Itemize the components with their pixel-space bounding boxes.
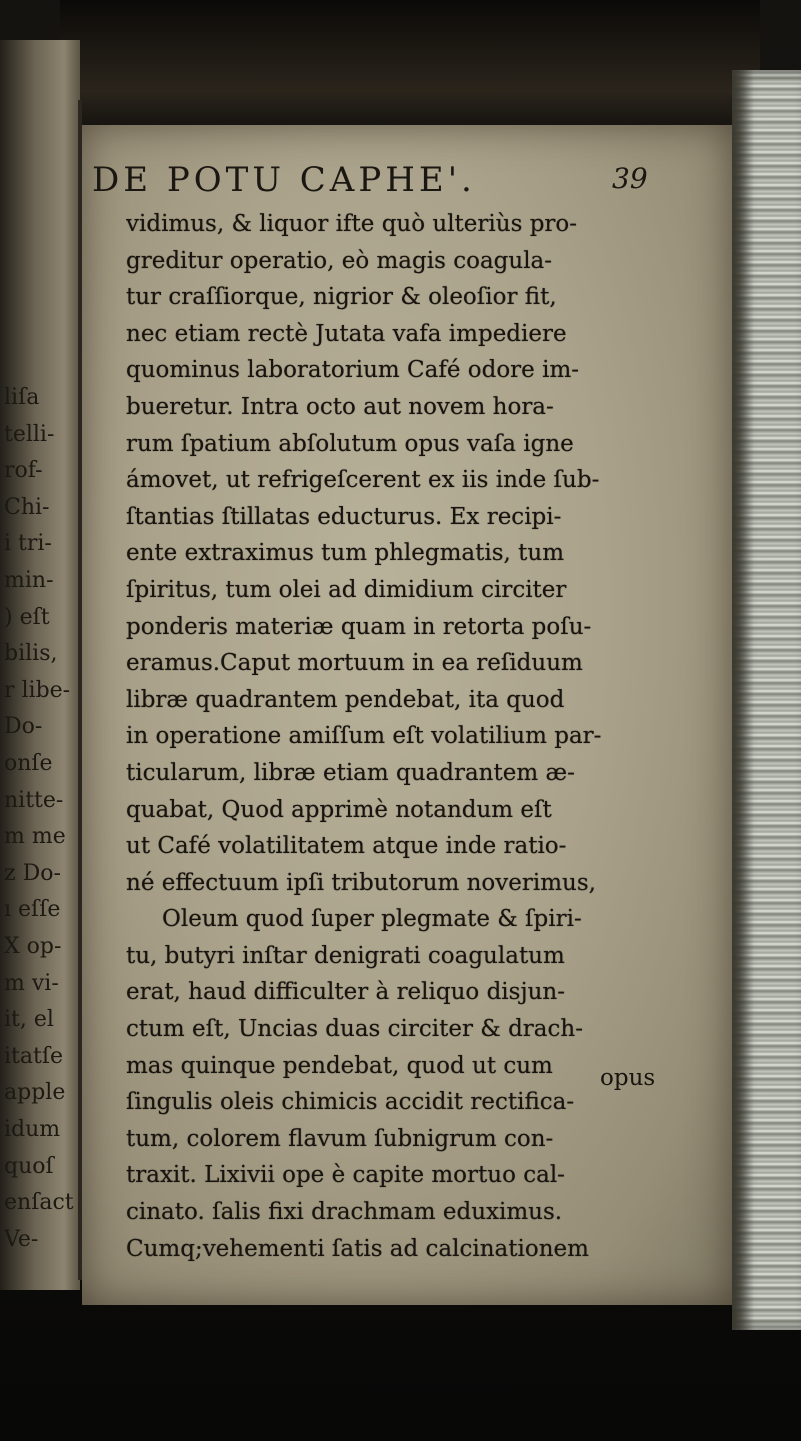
facing-page-fragment: enſact xyxy=(4,1190,74,1216)
text-line: ſingulis oleis chimicis accidit rectifica- xyxy=(126,1089,575,1116)
facing-page-fragment: rof- xyxy=(4,458,43,484)
text-line: Oleum quod ſuper plegmate & ſpiri- xyxy=(162,906,582,933)
facing-page-fragment: bilis, xyxy=(4,641,58,667)
text-line: vidimus, & liquor ifte quò ulteriùs pro- xyxy=(126,211,578,237)
text-line: eramus.Caput mortuum in ea reſiduum xyxy=(126,650,583,677)
text-line: in operatione amiſſum eſt volatilium par- xyxy=(126,723,602,750)
text-line: Cumq;vehementi ſatis ad calcinationem xyxy=(126,1235,589,1262)
facing-page xyxy=(0,40,80,1290)
facing-page-fragment: nitte- xyxy=(4,787,64,813)
facing-page-fragment: quoſ xyxy=(4,1153,54,1179)
facing-page-fragment: apple xyxy=(4,1080,66,1106)
facing-page-fragment: r libe- xyxy=(4,677,71,703)
text-line: ut Café volatilitatem atque inde ratio- xyxy=(126,833,567,860)
text-line: mas quinque pendebat, quod ut cum xyxy=(126,1052,553,1079)
top-shadow xyxy=(60,0,760,130)
facing-page-fragment: m vi- xyxy=(4,970,59,996)
facing-page-fragment: it, el xyxy=(4,1007,54,1033)
facing-page-fragment: liſa xyxy=(4,385,40,410)
facing-page-fragment: onſe xyxy=(4,751,53,776)
text-line: quabat, Quod apprimè notandum eſt xyxy=(126,796,552,823)
text-line: traxit. Lixivii ope è capite mortuo cal- xyxy=(126,1162,565,1189)
page-body xyxy=(126,206,716,1267)
text-line: cinato. ſalis fixi drachmam eduximus. xyxy=(126,1199,563,1226)
text-line: libræ quadrantem pendebat, ita quod xyxy=(126,686,565,713)
text-line: né effectuum ipſi tributorum noverimus, xyxy=(126,869,596,896)
text-line: ſpiritus, tum olei ad dimidium circiter xyxy=(126,576,567,603)
facing-page-fragment: Chi- xyxy=(4,494,50,520)
text-line: ente extraximus tum phlegmatis, tum xyxy=(126,540,564,567)
text-line: nec etiam rectè Jutata vafa impediere xyxy=(126,320,567,347)
facing-page-fragment: itatſe xyxy=(4,1043,63,1069)
facing-page-fragment: idum xyxy=(4,1117,61,1142)
text-line: ámovet, ut refrigeſcerent ex iis inde ſub- xyxy=(126,467,600,494)
facing-page-fragment: Do- xyxy=(4,714,43,740)
facing-page-fragment: ı eſſe xyxy=(4,897,61,923)
facing-page-fragment: telli- xyxy=(4,421,55,447)
facing-page-fragment: z Do- xyxy=(4,860,61,886)
text-line: erat, haud difficulter à reliquo disjun- xyxy=(126,979,565,1006)
text-line: tur craſſiorque, nigrior & oleoſior fit, xyxy=(126,284,557,311)
text-line: tu, butyri inſtar denigrati coagulatum xyxy=(126,942,565,969)
running-title: DE POTU CAPHE'. xyxy=(92,160,476,200)
text-line: tum, colorem flavum ſubnigrum con- xyxy=(126,1125,554,1152)
facing-page-fragment: m me xyxy=(4,824,66,850)
text-line: ticularum, libræ etiam quadrantem æ- xyxy=(126,759,575,786)
text-line: ſtantias ſtillatas educturus. Ex recipi- xyxy=(126,503,562,530)
text-line: rum ſpatium abſolutum opus vaſa igne xyxy=(126,430,574,457)
text-line: ponderis materiæ quam in retorta poſu- xyxy=(126,613,592,640)
facing-page-fragment: ) eſt xyxy=(4,604,50,630)
facing-page-fragment: X op- xyxy=(4,934,62,959)
text-line: greditur operatio, eò magis coagula- xyxy=(126,247,553,274)
text-line: bueretur. Intra octo aut novem hora- xyxy=(126,393,554,420)
facing-page-fragment: i tri- xyxy=(4,531,52,557)
facing-page-fragment: min- xyxy=(4,568,54,593)
page-header xyxy=(92,160,712,204)
facing-page-fragment: Ve- xyxy=(4,1226,39,1252)
page-number: 39 xyxy=(612,162,648,195)
text-line: quominus laboratorium Café odore im- xyxy=(126,357,580,384)
page-foredge xyxy=(732,70,801,1330)
catchword: opus xyxy=(600,1065,656,1091)
text-line: ctum eſt, Uncias duas circiter & drach- xyxy=(126,1016,583,1043)
